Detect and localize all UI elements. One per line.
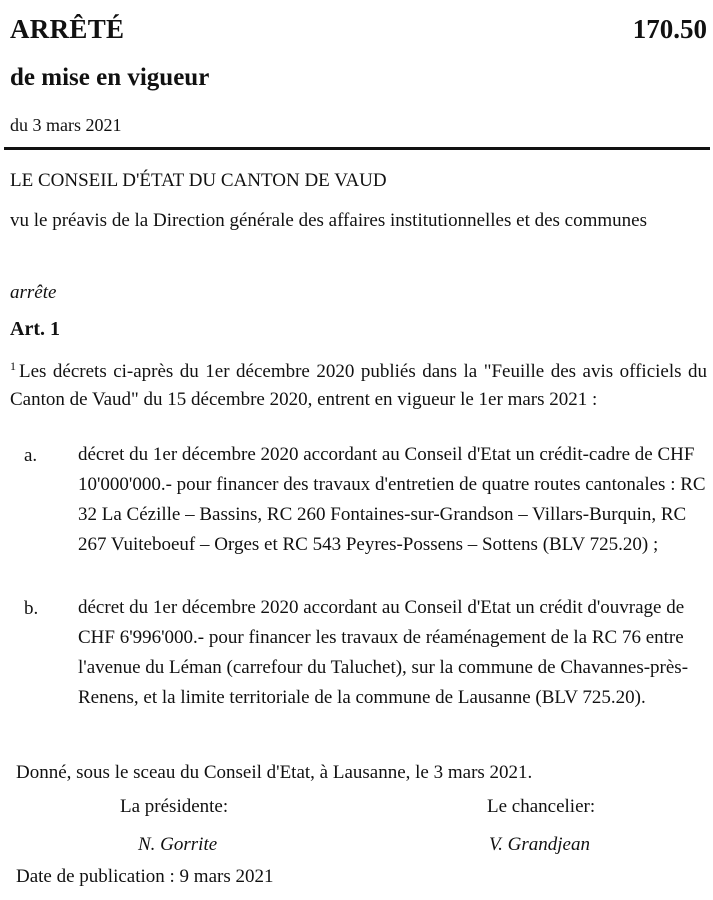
list-item-letter: b.: [24, 598, 39, 619]
document-title: ARRÊTÉ: [10, 14, 125, 44]
publication-date: Date de publication : 9 mars 2021: [16, 866, 274, 887]
document-date: du 3 mars 2021: [10, 115, 122, 135]
arrete-label: arrête: [10, 282, 57, 303]
alinea-paragraph: [10, 352, 707, 414]
header-divider: [4, 147, 710, 150]
article-title: Art. 1: [10, 318, 60, 340]
signing-statement: Donné, sous le sceau du Conseil d'Etat, à Lausanne, le 3 mars 2021.: [16, 762, 533, 783]
authority: LE CONSEIL D'ÉTAT DU CANTON DE VAUD: [10, 170, 387, 191]
preavis-paragraph: vu le préavis de la Direction générale des affaires institutionnelles et des communes: [10, 210, 647, 231]
alinea-number: 1: [10, 359, 16, 373]
document-subtitle: de mise en vigueur: [10, 64, 210, 91]
list-item-letter: a.: [24, 445, 38, 466]
chancellor-name: V. Grandjean: [489, 834, 590, 855]
document-number: 170.50: [632, 14, 707, 44]
list-item-text: décret du 1er décembre 2020 accordant au Conseil d'Etat un crédit d'ouvrage de CHF 6'996'000.- pour financer les travaux de réaménagement de la RC 76 entre l'avenue du Léman (carrefour du Taluchet), sur la commune de Chavannes-près-Renens, et la limite territoriale de la commune de Lausanne (BLV 725.20).: [78, 597, 689, 708]
header: [10, 14, 707, 48]
alinea-text: Les décrets ci-après du 1er décembre 2020 publiés dans la "Feuille des avis officiels du Canton de Vaud" du 15 décembre 2020, entrent en vigueur le 1er mars 2021 :: [10, 361, 707, 410]
president-label: La présidente:: [120, 796, 229, 817]
chancellor-label: Le chancelier:: [487, 796, 596, 817]
list-item-text: décret du 1er décembre 2020 accordant au Conseil d'Etat un crédit-cadre de CHF 10'000'000.- pour financer des travaux d'entretien de quatre routes cantonales : RC 32 La Cézille – Bassins, RC 260 Fontaines-sur-Grandson – Villars-Burquin, RC 267 Vuiteboeuf – Orges et RC 543 Peyres-Possens – Sottens (BLV 725.20) ;: [78, 444, 706, 555]
president-name: N. Gorrite: [138, 834, 218, 855]
